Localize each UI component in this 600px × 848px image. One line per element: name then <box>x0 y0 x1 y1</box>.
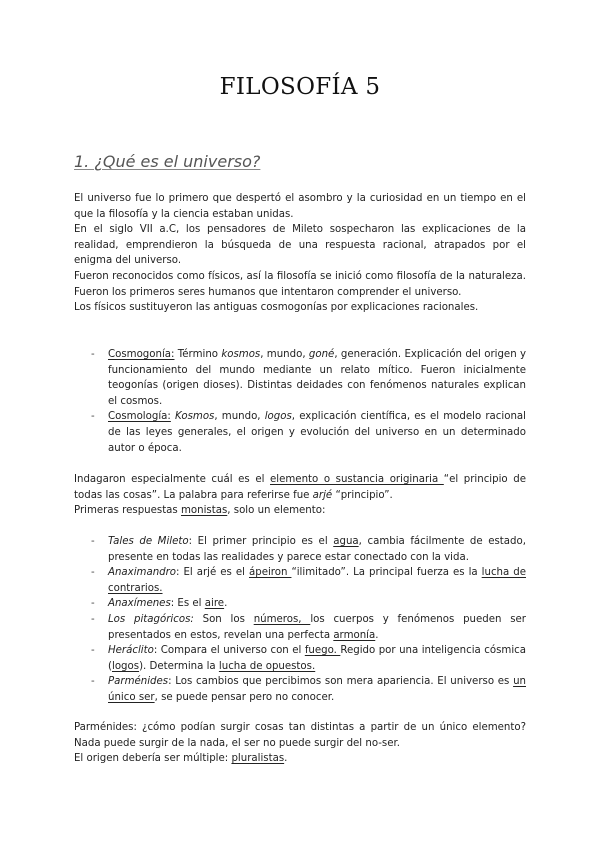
philosopher-name: Tales de Mileto <box>108 536 189 547</box>
intro-paragraph-2: En el siglo VII a.C, los pensadores de Mileto sospecharon las explicaciones de la realidad, emprendieron la búsqueda de una respuesta racional, atrapados por el enigma del universo. <box>74 224 526 267</box>
text-span: los cuerpos y fenómenos pueden ser presentados en estos, revelan una perfecta <box>108 613 526 641</box>
text-span: Regido por una inteligencia cósmica ( <box>108 645 527 672</box>
underlined-term: números, <box>253 613 311 625</box>
underlined-term: logos <box>111 660 140 672</box>
term-kosmos: Kosmos <box>175 411 215 423</box>
underlined-term: aire <box>204 598 225 610</box>
underlined-term: ápeiron <box>248 567 292 579</box>
term-kosmos: kosmos <box>221 349 261 360</box>
arje-block <box>74 472 526 519</box>
text-span: : El arjé es el <box>176 567 249 579</box>
term-logos: logos <box>264 411 292 423</box>
underlined-term: un único ser <box>108 676 526 703</box>
text-span: , cambia fácilmente de estado, presente en todas las realidades y parece estar conectado con la vida. <box>108 536 526 563</box>
text-span: Son los <box>193 613 254 625</box>
text-span: , explicación científica, es el modelo racional de las leyes generales, el origen y evolución del universo en un determinado autor o época. <box>108 411 526 454</box>
text-span: , mundo, <box>260 349 309 360</box>
text-span: : Compara el universo con el <box>153 645 305 657</box>
list-item-anaximenes <box>91 596 526 612</box>
philosopher-name: Los pitagóricos: <box>108 613 194 625</box>
list-item-parmenides <box>91 674 526 705</box>
arje-paragraph <box>74 472 526 503</box>
closing-paragraph: Parménides: ¿cómo podían surgir cosas tan distintas a partir de un único elemento? Nada puede surgir de la nada, el ser no puede surgir del no-ser. <box>74 722 526 749</box>
page-title: FILOSOFÍA 5 <box>219 74 381 100</box>
underlined-term: lucha de opuestos. <box>218 660 316 672</box>
list-item-pitagoricos <box>91 612 526 643</box>
text-span: ). Determina la <box>139 660 219 672</box>
list-item-heraclito <box>91 643 526 674</box>
term-cosmogonia: Cosmogonía: <box>108 349 175 360</box>
list-item-cosmogonia <box>91 347 526 409</box>
section-heading: 1. ¿Qué es el universo? <box>74 152 261 171</box>
text-span: : Es el <box>170 598 205 610</box>
term-cosmologia: Cosmología: <box>108 411 171 423</box>
text-span: “el principio de todas las cosas”. La palabra para referirse fue <box>74 474 526 501</box>
philosopher-name: Heráclito <box>108 645 154 657</box>
underlined-term: elemento o sustancia originaria <box>270 474 444 485</box>
term-pluralistas: pluralistas <box>231 753 285 765</box>
text-span: “ilimitado”. La principal fuerza es la <box>291 567 482 579</box>
intro-block <box>74 191 526 316</box>
intro-paragraph-4: Los físicos sustituyeron las antiguas cosmogonías por explicaciones racionales. <box>74 302 479 314</box>
philosophers-list <box>91 534 526 706</box>
term-arje: arjé <box>312 489 333 501</box>
term-gone: goné <box>308 349 335 360</box>
text-span: Indagaron especialmente cuál es el <box>74 474 271 485</box>
text-span: . <box>284 753 288 765</box>
philosopher-name: Anaxímenes <box>108 598 171 610</box>
text-span: Primeras respuestas <box>74 505 181 517</box>
text-span: , generación. Explicación del origen y funcionamiento del mundo mediante un relato mítico. Fueron inicialmente teogonías (origen dioses). Distintas deidades con fenómenos naturales explican el cosmos. <box>108 349 526 407</box>
text-span: , solo un elemento: <box>227 505 326 517</box>
underlined-term: armonía <box>333 629 376 641</box>
monistas-line <box>74 503 526 519</box>
pluralistas-line <box>74 751 526 767</box>
underlined-term: agua <box>333 536 359 547</box>
intro-paragraph-3: Fueron reconocidos como físicos, así la filosofía se inició como filosofía de la naturaleza. Fueron los primeros seres humanos que intentaron comprender el universo. <box>74 270 526 298</box>
list-item-anaximandro <box>91 565 526 596</box>
text-span: : El primer principio es el <box>188 536 334 547</box>
list-item-cosmologia <box>91 409 526 456</box>
underlined-term: fuego. <box>304 645 341 657</box>
philosopher-name: Parménides <box>108 676 169 688</box>
text-span: . <box>224 598 228 610</box>
list-item-tales <box>91 534 526 565</box>
text-span: , mundo, <box>214 411 265 423</box>
text-span: Término <box>174 349 222 360</box>
philosopher-name: Anaximandro <box>108 567 177 579</box>
definitions-list <box>91 347 526 456</box>
underlined-term: lucha de contrarios. <box>108 567 526 594</box>
text-span: . <box>375 629 379 641</box>
text-span: El origen debería ser múltiple: <box>74 753 232 765</box>
term-monistas: monistas <box>180 505 228 517</box>
text-span: , se puede pensar pero no conocer. <box>154 691 335 703</box>
text-span: : Los cambios que percibimos son mera apariencia. El universo es <box>168 676 514 688</box>
closing-block <box>74 720 526 767</box>
intro-paragraph-1: El universo fue lo primero que despertó el asombro y la curiosidad en un tiempo en el que la filosofía y la ciencia estaban unidas. <box>74 193 526 220</box>
text-span: “principio”. <box>332 489 393 501</box>
